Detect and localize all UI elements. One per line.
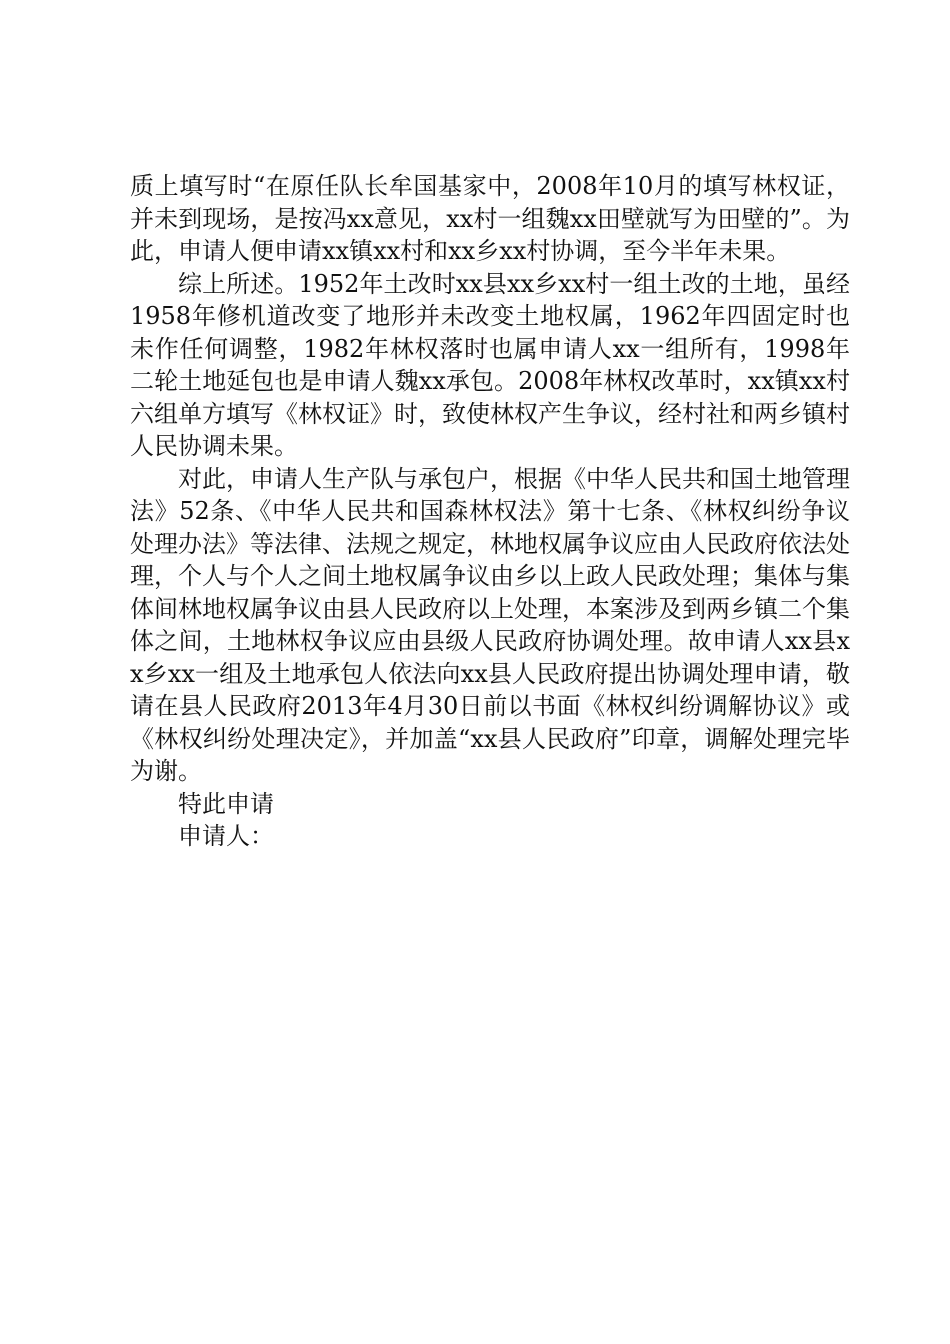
paragraph-continuation: 质上填写时“在原任队长牟国基家中，2008年10月的填写林权证，并未到现场，是按冯xx意见，xx村一组魏xx田壁就写为田壁的”。为此，申请人便申请xx镇xx村和xx乡xx村协调，至今半年未果。 (130, 172, 850, 265)
document-body (130, 170, 850, 853)
paragraph-request: 对此，申请人生产队与承包户，根据《中华人民共和国土地管理法》52条、《中华人民共和国森林权法》第十七条、《林权纠纷争议处理办法》等法律、法规之规定，林地权属争议应由人民政府依法处理，个人与个人之间土地权属争议由乡以上政人民政处理；集体与集体间林地权属争议由县人民政府以上处理，本案涉及到两乡镇二个集体之间，土地林权争议应由县级人民政府协调处理。故申请人xx县xx乡xx一组及土地承包人依法向xx县人民政府提出协调处理申请，敬请在县人民政府2013年4月30日前以书面《林权纠纷调解协议》或《林权纠纷处理决定》，并加盖“xx县人民政府”印章，调解处理完毕为谢。 (130, 464, 850, 785)
signature-label: 申请人： (178, 822, 274, 850)
closing-line: 特此申请 (178, 789, 274, 818)
paragraph-summary: 综上所述。1952年土改时xx县xx乡xx村一组土改的土地，虽经1958年修机道改变了地形并未改变土地权属，1962年四固定时也未作任何调整，1982年林权落时也属申请人xx一组所有，1998年二轮土地延包也是申请人魏xx承包。2008年林权改革时，xx镇xx村六组单方填写《林权证》时，致使林权产生争议，经村社和两乡镇村人民协调未果。 (130, 269, 850, 460)
